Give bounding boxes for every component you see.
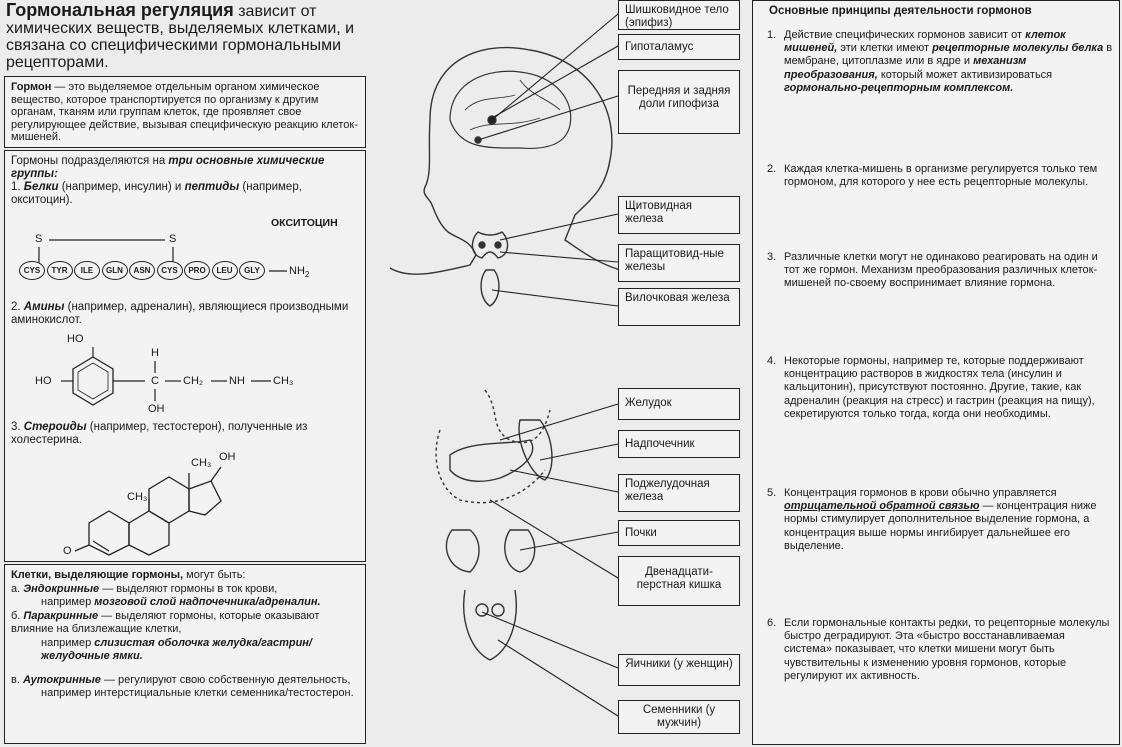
principle-6 [767, 617, 1113, 683]
principle-1-text [784, 29, 1113, 95]
amino-acid-tyr: TYR [47, 261, 73, 280]
group-2-text: (например, адреналин), являющиеся производными аминокислот. [11, 301, 349, 326]
organ-label-parathyroid: Паращитовид-ные железы [618, 244, 740, 282]
principle-5-text [784, 487, 1113, 553]
cells-a-num: а. [11, 582, 21, 595]
organ-label-pituitary: Передняя и задняя доли гипофиза [618, 70, 740, 134]
groups-intro [11, 155, 359, 181]
cells-c-term: Аутокринные [22, 673, 101, 686]
adrenaline-structure [5, 331, 365, 421]
definition-term: Гормон [11, 81, 52, 93]
cells-a-ex-pre: например [41, 596, 92, 608]
principle-6-num: 6. [767, 617, 777, 629]
cells-b-example [41, 637, 359, 664]
organ-label-adrenal: Надпочечник [618, 430, 740, 458]
adr-nh: NH [229, 375, 245, 387]
steroid-rings [5, 441, 365, 561]
group-1-text-b: (например, окситоцин). [11, 181, 302, 206]
group-1-text-a: (например, инсулин) и [61, 181, 182, 193]
steroid-oh: OH [219, 451, 236, 463]
p1-b: клеток мишеней, [784, 29, 1066, 55]
group-2 [11, 301, 361, 327]
principle-5-num: 5. [767, 487, 777, 499]
group-3-steroids: Стероиды [23, 421, 87, 433]
p1-g: который может активизироваться [880, 68, 1053, 81]
principle-3 [767, 251, 1113, 291]
organ-label-hypothalamus: Гипоталамус [618, 34, 740, 60]
group-1-peptides: пептиды [184, 181, 240, 193]
group-1-proteins: Белки [23, 181, 59, 193]
title-rest: зависит от химических веществ, выделяемых клетками, и связана со специфическими гормональными рецепторами. [6, 3, 355, 71]
cells-title-rest: могут быть: [186, 569, 246, 581]
amino-acid-cys: CYS [19, 261, 45, 280]
cells-title-bold: Клетки, выделяющие гормоны, [11, 569, 184, 581]
cells-b [11, 610, 359, 664]
amino-acid-leu: LEU [212, 261, 238, 280]
principle-2 [767, 163, 1113, 189]
organ-label-stomach: Желудок [618, 388, 740, 420]
principle-3-num: 3. [767, 251, 777, 263]
principle-3-text: Различные клетки могут не одинаково реагировать на один и тот же гормон. Механизм преобразования различных клеток-мишеней по-своему воспринимает влияние гормона. [784, 251, 1098, 290]
organ-label-pancreas: Поджелудочная железа [618, 474, 740, 512]
chemical-groups-box [4, 150, 366, 562]
steroid-structure [5, 441, 365, 561]
cells-b-text: — выделяют гормоны, которые оказывают влияние на близлежащие клетки, [11, 609, 320, 635]
principle-4 [767, 355, 1113, 421]
principle-2-text: Каждая клетка-мишень в организме регулируется только тем гормоном, для которого у нее есть рецепторные молекулы. [784, 163, 1098, 189]
principle-6-text: Если гормональные контакты редки, то рецепторные молекулы быстро деградируют. Эта «быстро восстанавливаемая система» показывает, что клетки мишени могут быть чувствительны к изменению уровня гормонов, которые регулируют их активность. [784, 617, 1110, 682]
p1-e: в мембране, цитоплазме или в ядре и [784, 42, 1113, 68]
cells-c-num: в. [11, 673, 20, 686]
p5-b: отрицательной обратной связью [784, 500, 980, 513]
cells-a-text: — выделяют гормоны в ток крови, [102, 582, 278, 595]
sulfur-left: S [35, 233, 43, 245]
amino-acid-ile: ILE [74, 261, 100, 280]
adr-ho-top: HO [67, 333, 84, 345]
principles-box [752, 0, 1120, 745]
p1-a: Действие специфических гормонов зависит от [784, 29, 1023, 41]
hormone-definition-box [4, 76, 366, 148]
groups-intro-em: три основные химические группы: [11, 155, 325, 180]
p1-h: гормонально-рецепторным комплексом. [784, 81, 1014, 94]
group-1-num: 1. [11, 181, 21, 193]
principle-2-num: 2. [767, 163, 777, 175]
cells-title [11, 569, 359, 583]
adr-ch2: CH₂ [183, 375, 204, 387]
p1-c: эти клетки имеют [840, 42, 929, 55]
adr-ch3: CH₃ [273, 375, 294, 387]
adr-h: H [151, 347, 159, 359]
cells-a-example [41, 596, 359, 610]
cells-c [11, 674, 359, 701]
groups-intro-text: Гормоны подразделяются на [11, 155, 166, 167]
adr-oh: OH [148, 403, 165, 415]
steroid-o: O [63, 545, 72, 557]
sulfur-right: S [169, 233, 177, 245]
organ-label-thymus: Вилочковая железа [618, 288, 740, 326]
group-3-text: (например, тестостерон), полученные из холестерина. [11, 421, 308, 446]
title-bold: Гормональная регуляция [6, 0, 234, 20]
group-2-num: 2. [11, 301, 21, 313]
oxytocin-label: ОКСИТОЦИН [271, 217, 338, 229]
cells-a-ex: мозговой слой надпочечника/адреналин. [94, 596, 321, 608]
amino-acid-gly: GLY [239, 261, 265, 280]
definition-text: — это выделяемое отдельным органом химическое вещество, которое транспортируется по организму к другим органам, тканям или группам клеток, где проявляет свое регулирующее действие, вызывая специфическую реакцию клеток-мишеней. [11, 81, 358, 144]
cells-b-ex-pre: например [41, 636, 92, 649]
page-title [6, 2, 372, 71]
organ-label-kidneys: Почки [618, 520, 740, 546]
organ-label-duodenum: Двенадцати-перстная кишка [618, 556, 740, 606]
organ-label-thyroid: Щитовидная железа [618, 196, 740, 234]
cells-c-text: — регулируют свою собственную деятельность, [104, 673, 351, 686]
steroid-ch3-mid: CH₃ [127, 491, 148, 503]
p5-c: — концентрация ниже нормы стимулирует дополнительное выделение гормона, а концентрация выше нормы ингибирует дальнейшее его выделение. [784, 500, 1097, 552]
nh2-text: NH [289, 265, 305, 277]
principle-5 [767, 487, 1113, 553]
organ-label-pineal: Шишковидное тело (эпифиз) [618, 0, 740, 30]
amino-acid-cys: CYS [157, 261, 183, 280]
adr-c: C [151, 375, 159, 387]
oxytocin-diagram [5, 213, 365, 283]
nh2-sub: 2 [304, 270, 310, 280]
cells-a-term: Эндокринные [23, 582, 100, 595]
organ-label-testes: Семенники (у мужчин) [618, 700, 740, 734]
principle-1-num: 1. [767, 29, 777, 41]
amino-acid-gln: GLN [102, 261, 128, 280]
cells-b-num: б. [11, 609, 21, 622]
group-2-amines: Амины [23, 301, 65, 313]
cells-b-term: Паракринные [23, 609, 99, 622]
nh2-group [289, 265, 309, 281]
hormone-cells-box [4, 564, 366, 744]
principle-4-text: Некоторые гормоны, например те, которые поддерживают концентрацию растворов в жидкостях тела (инсулин и кальцитонин), присутствуют постоянно. Другие, такие, как адреналин (реакция на стресс) и гастрин (реакция на пищу), секретируются только тогда, когда они необходимы. [784, 355, 1095, 420]
principle-1 [767, 29, 1113, 95]
p1-f: механизм преобразования, [784, 55, 1027, 81]
principle-4-num: 4. [767, 355, 777, 367]
amino-acid-pro: PRO [184, 261, 210, 280]
steroid-ch3-top: CH₃ [191, 457, 212, 469]
p1-d: рецепторные молекулы белка [932, 42, 1104, 55]
adr-ho-left: HO [35, 375, 52, 387]
organ-label-ovaries: Яичники (у женщин) [618, 654, 740, 686]
amino-acid-asn: ASN [129, 261, 155, 280]
cells-b-ex: слизистая оболочка желудка/гастрин/желудочные ямки. [41, 636, 312, 662]
cells-c-example: например интерстициальные клетки семенника/тестостерон. [41, 687, 354, 699]
group-1 [11, 181, 359, 207]
p5-a: Концентрация гормонов в крови обычно управляется [784, 487, 1057, 499]
principles-title: Основные принципы деятельности гормонов [769, 5, 1032, 17]
group-3-num: 3. [11, 421, 21, 433]
cells-a [11, 583, 359, 610]
